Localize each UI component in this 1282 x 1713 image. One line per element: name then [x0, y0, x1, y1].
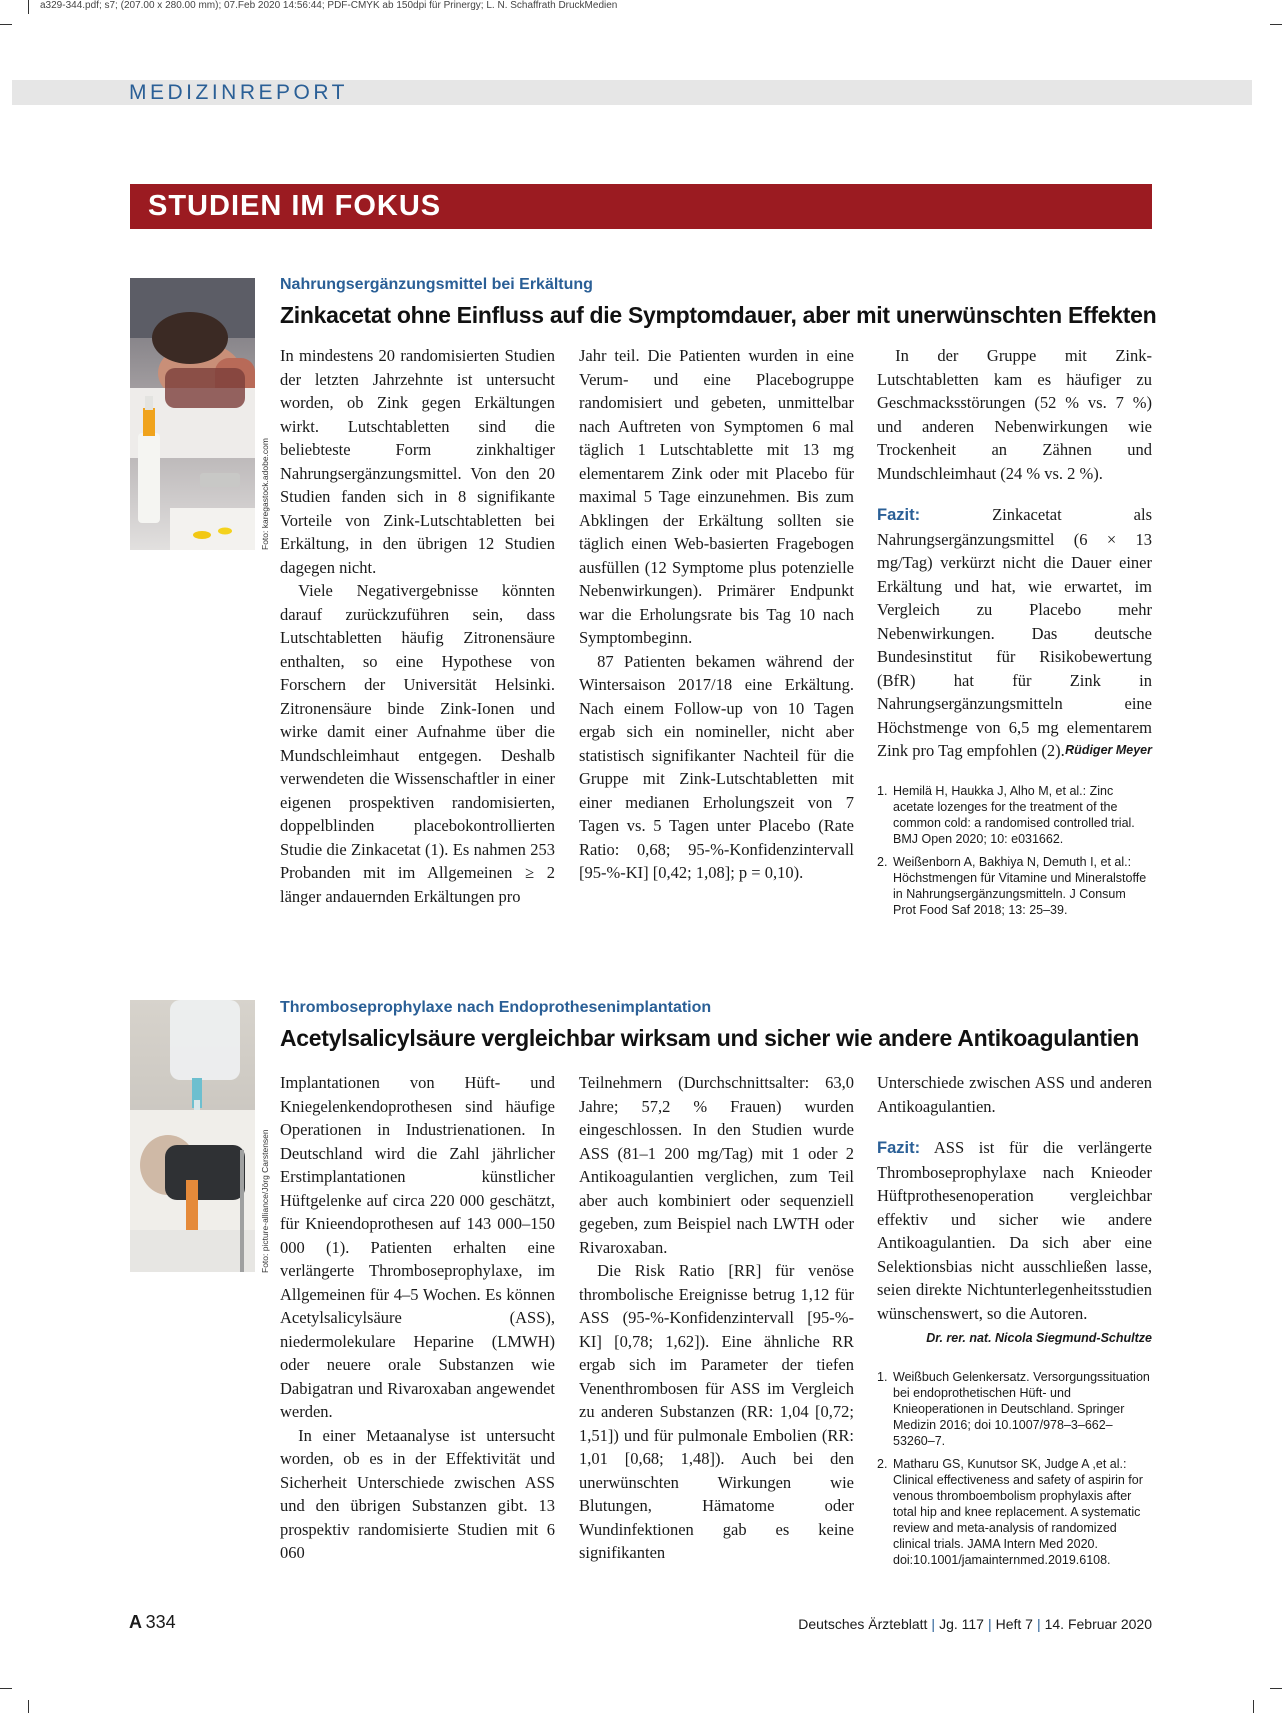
crop-mark — [1270, 24, 1282, 25]
journal-info: Deutsches Ärzteblatt | Jg. 117 | Heft 7 | 14. Februar 2020 — [798, 1616, 1152, 1632]
page-number: A 334 — [129, 1612, 176, 1632]
infusion-photo-icon — [130, 1000, 255, 1272]
paragraph: In einer Metaanalyse ist untersucht worden, ob es in der Effektivität und Sicherheit Unterschiede zwischen ASS und den übrigen Substanzen gibt. 13 prospektiv randomisierte Studien mit 6 060 — [280, 1425, 555, 1562]
article-1-column-2 — [579, 344, 854, 885]
paragraph: Implantationen von Hüft- und Kniegelenkendoprothesen sind häufige Operationen in Industrienationen. In Deutschland wird die Zahl jährlicher Erstimplantationen künstlicher Hüftgelenke auf circa 220 000 geschätzt, für Knieendoprothesen auf 143 000–150 000 (1). Patienten erhalten eine verlängerte Thromboseprophylaxe, im Allgemeinen für 4–5 Wochen. Es können Acetylsalicylsäure (ASS), niedermolekulare Heparine (LMWH) oder neuere orale Substanzen wie Dabigatran und Rivaroxaban angewendet werden. — [280, 1073, 555, 1421]
crop-mark — [1270, 1688, 1282, 1689]
banner-title: STUDIEN IM FOKUS — [148, 190, 442, 222]
crop-mark — [0, 24, 12, 25]
banner — [130, 184, 1152, 229]
article-1-column-1 — [280, 344, 555, 908]
section-label: MEDIZINREPORT — [129, 81, 348, 104]
article-2-headline: Acetylsalicylsäure vergleichbar wirksam und sicher wie andere Antikoagulantien — [280, 1025, 1140, 1051]
sick-man-photo-icon — [130, 278, 255, 550]
fazit-paragraph — [877, 503, 1152, 763]
photo-credit: Foto: picture-alliance/Jörg Carstensen — [260, 1129, 270, 1273]
article-1-photo — [130, 278, 255, 550]
paragraph: Teilnehmern (Durchschnittsalter: 63,0 Jahre; 57,2 % Frauen) wurden eingeschlossen. In den Studien wurde ASS (81–1 200 mg/Tag) mit 1 oder 2 Antikoagulantien verglichen, zum Teil aber auch kombiniert oder sequenziell gegeben, zum Beispiel nach LWTH oder Rivaroxaban. — [579, 1073, 854, 1257]
reference-item: 1. Weißbuch Gelenkersatz. Versorgungssituation bei endoprothetischen Hüft- und Knieoperationen in Deutschland. Springer Medizin 2016; doi 10.1007/978–3–662–53260–7. — [877, 1369, 1150, 1448]
article-1-column-3 — [877, 344, 1152, 925]
journal-volume: Jg. 117 — [939, 1616, 984, 1632]
crop-mark — [28, 1700, 29, 1713]
paragraph: In der Gruppe mit Zink-Lutschtabletten kam es häufiger zu Geschmacksstörungen (52 % vs. 7 %) und anderen Nebenwirkungen wie Trockenheit an Zähnen und Mundschleimhaut (24 % vs. 2 %). — [877, 346, 1152, 483]
reference-item: 1. Hemilä H, Haukka J, Alho M, et al.: Zinc acetate lozenges for the treatment of the common cold: a randomised controlled trial. BMJ Open 2020; 10: e031662. — [877, 783, 1135, 846]
journal-issue: Heft 7 — [995, 1616, 1033, 1632]
journal-date: 14. Februar 2020 — [1044, 1616, 1152, 1632]
paragraph: Unterschiede zwischen ASS und anderen Antikoagulantien. — [877, 1073, 1152, 1116]
print-info-line: a329-344.pdf; s7; (207.00 x 280.00 mm); 07.Feb 2020 14:56:44; PDF-CMYK ab 150dpi für Prinergy; L. N. Schaffrath DruckMedien — [40, 0, 618, 11]
journal-name: Deutsches Ärzteblatt — [798, 1616, 928, 1632]
crop-mark — [1253, 1700, 1254, 1713]
photo-credit: Foto: karegastock.adobe.com — [260, 438, 270, 550]
paragraph: In mindestens 20 randomisierten Studien der letzten Jahrzehnte ist untersucht worden, ob Zink gegen Erkältungen wirkt. Lutschtabletten sind die beliebteste Form zinkhaltiger Nahrungsergänzungsmittel. Von den 20 Studien fanden sich in 8 signifikante Vorteile von Zink-Lutschtabletten bei Erkältung, in den übrigen 12 Studien dagegen nicht. — [280, 346, 555, 577]
references — [877, 1369, 1152, 1568]
fazit-label: Fazit: — [877, 506, 921, 524]
article-2-column-2 — [579, 1071, 854, 1565]
crop-mark — [0, 1688, 12, 1689]
fazit-label: Fazit: — [877, 1139, 921, 1157]
author: Dr. rer. nat. Nicola Siegmund-Schultze — [926, 1331, 1152, 1345]
article-1-kicker: Nahrungsergänzungsmittel bei Erkältung — [280, 276, 593, 293]
article-2-kicker: Thromboseprophylaxe nach Endoprothesenimplantation — [280, 999, 712, 1016]
article-2-column-3 — [877, 1071, 1152, 1575]
paragraph: Viele Negativergebnisse könnten darauf zurückzuführen sein, dass Lutschtabletten häufig Zitronensäure enthalten, so eine Hypothese von Forschern der Universität Helsinki. Zitronensäure binde Zink-Ionen und wirke damit einer Aufnahme über die Mundschleimhaut entgegen. Deshalb verwendeten die Wissenschaftler in einer eigenen prospektiven randomisierten, doppelblinden placebokontrollierten Studie die Zinkacetat (1). Es nahmen 253 Probanden mit im Allgemeinen ≥ 2 länger andauernden Erkältungen pro — [280, 581, 555, 906]
fazit-text: ASS ist für die verlängerte Thromboseprophylaxe nach Knieoder Hüftprothesenoperation vergleichbar effektiv und sicher wie andere Antikoagulantien. Da sich aber eine Selektionsbias nicht ausschließen lasse, seien direkte Nichtunterlegenheitsstudien wünschenswert, so die Autoren. — [877, 1138, 1152, 1323]
article-1-headline: Zinkacetat ohne Einfluss auf die Symptomdauer, aber mit unerwünschten Effekten — [280, 302, 1157, 328]
references — [877, 783, 1152, 918]
paragraph: 87 Patienten bekamen während der Wintersaison 2017/18 eine Erkältung. Nach einem Follow-up von 10 Tagen ergab sich ein nomineller, nicht aber statistisch signifikanter Nachteil für die Gruppe mit Zink-Lutschtabletten mit einer medianen Erholungszeit von 7 Tagen vs. 5 Tagen unter Placebo (Rate Ratio: 0,68; 95-%-Konfidenzintervall [95-%-KI] [0,42; 1,08]; p = 0,10). — [579, 651, 854, 882]
paragraph: Die Risk Ratio [RR] für venöse thrombolische Ereignisse betrug 1,12 für ASS (95-%-Konfidenzintervall [95-%-KI] [0,78; 1,62]). Eine ähnliche RR ergab sich im Parameter der tiefen Venenthrombosen für ASS im Vergleich zu anderen Substanzen (RR: 1,04 [0,72; 1,51]) und für pulmonale Embolien (RR: 1,01 [0,68; 1,48]). Auch bei den unerwünschten Wirkungen wie Blutungen, Hämatome oder Wundinfektionen gab es keine signifikanten — [579, 1261, 854, 1562]
article-2-photo — [130, 1000, 255, 1272]
author: Rüdiger Meyer — [1065, 743, 1152, 757]
fazit-paragraph — [877, 1136, 1152, 1325]
reference-item: 2. Weißenborn A, Bakhiya N, Demuth I, et al.: Höchstmengen für Vitamine und Mineralstoffe in Nahrungsergänzungsmitteln. J Consum Prot Food Saf 2018; 13: 25–39. — [877, 854, 1147, 917]
article-2-column-1 — [280, 1071, 555, 1565]
paragraph: Jahr teil. Die Patienten wurden in eine Verum- und eine Placebogruppe randomisiert und gebeten, unmittelbar nach Auftreten von Symptomen 6 mal täglich 1 Lutschtablette mit 13 mg elementarem Zink oder mit Placebo für maximal 5 Tage einzunehmen. Bis zum Abklingen der Erkältung sollten sie täglich einen Web-basierten Fragebogen ausfüllen (12 Symptome plus potenzielle Nebenwirkungen). Primärer Endpunkt war die Erholungsrate bis Tag 10 nach Symptombeginn. — [579, 346, 854, 647]
crop-mark — [28, 0, 29, 14]
reference-item: 2. Matharu GS, Kunutsor SK, Judge A ,et al.: Clinical effectiveness and safety of aspirin for venous thromboembolism prophylaxis after total hip and knee replacement. A systematic review and meta-analysis of randomized clinical trials. JAMA Intern Med 2020. doi:10.1001/jamainternmed.2019.6108. — [877, 1456, 1143, 1567]
fazit-text: Zinkacetat als Nahrungsergänzungsmittel (6 × 13 mg/Tag) verkürzt nicht die Dauer einer Erkältung und hat, wie erwartet, im Vergleich zu Placebo mehr Nebenwirkungen. Das deutsche Bundesinstitut für Risikobewertung (BfR) hat für Zink in Nahrungsergänzungsmitteln eine Höchstmenge von 6,5 mg elementarem Zink pro Tag empfohlen (2). — [877, 505, 1152, 760]
